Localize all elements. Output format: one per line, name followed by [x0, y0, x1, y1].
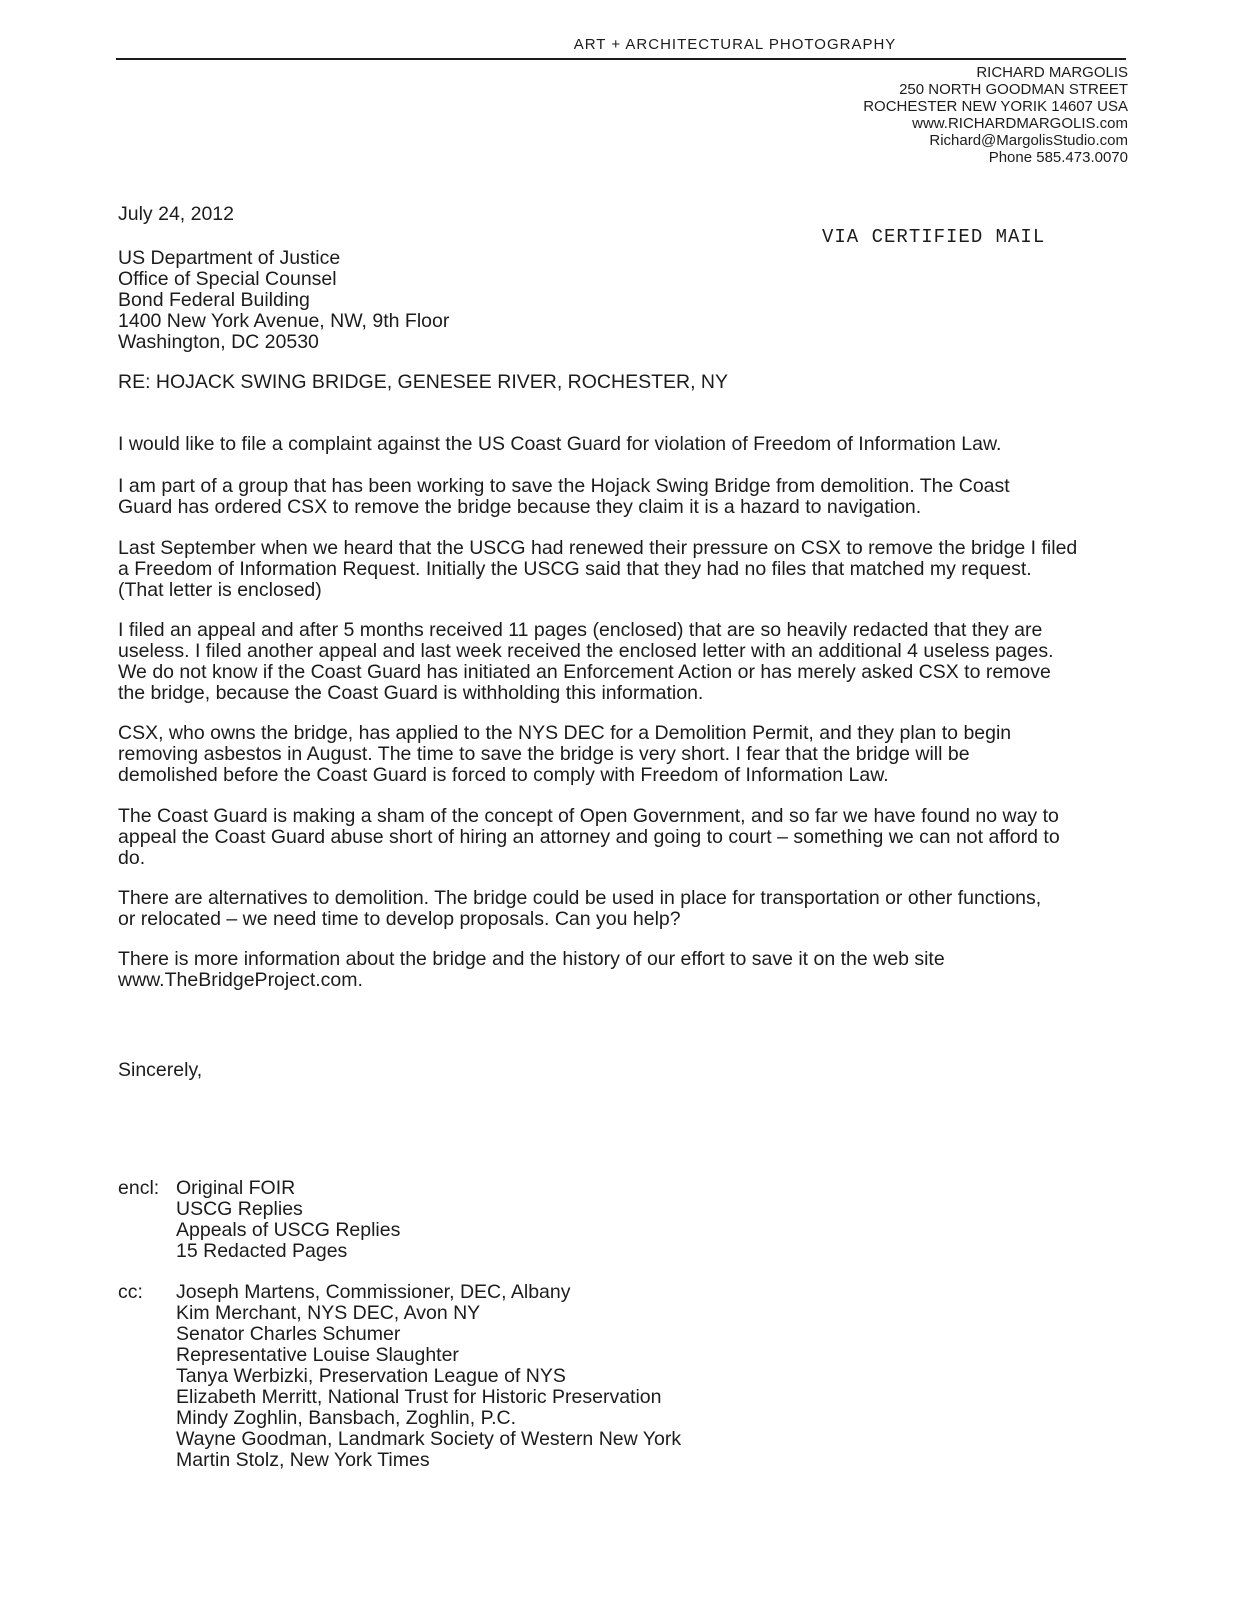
- cc-label: cc:: [118, 1281, 143, 1303]
- cc-item: Martin Stolz, New York Times: [176, 1449, 430, 1471]
- paragraph-line: or relocated – we need time to develop proposals. Can you help?: [118, 908, 681, 930]
- sender-city: ROCHESTER NEW YORIK 14607 USA: [863, 98, 1128, 115]
- paragraph-line: a Freedom of Information Request. Initially the USCG said that they had no files that matched my request.: [118, 558, 1032, 580]
- cc-list: [176, 1282, 681, 1471]
- paragraph-line: There is more information about the bridge and the history of our effort to save it on the web site: [118, 948, 945, 970]
- paragraph-line: demolished before the Coast Guard is forced to comply with Freedom of Information Law.: [118, 764, 889, 786]
- cc-item: Wayne Goodman, Landmark Society of Western New York: [176, 1428, 682, 1450]
- body-paragraph-4: [118, 620, 1138, 704]
- body-paragraph-1: [118, 434, 1138, 455]
- paragraph-line: www.TheBridgeProject.com.: [118, 969, 363, 991]
- sender-address-block: [863, 64, 1128, 166]
- cc-item: Representative Louise Slaughter: [176, 1344, 459, 1366]
- paragraph-line: removing asbestos in August. The time to save the bridge is very short. I fear that the bridge will be: [118, 743, 970, 765]
- sender-email: Richard@MargolisStudio.com: [929, 132, 1128, 149]
- recipient-line: Office of Special Counsel: [118, 268, 337, 290]
- paragraph-line: Last September when we heard that the USCG had renewed their pressure on CSX to remove the bridge I filed: [118, 537, 1078, 559]
- enclosures-list: [176, 1178, 400, 1262]
- paragraph-line: the bridge, because the Coast Guard is withholding this information.: [118, 682, 704, 704]
- paragraph-line: (That letter is enclosed): [118, 579, 322, 601]
- recipient-line: Washington, DC 20530: [118, 331, 319, 353]
- cc-item: Joseph Martens, Commissioner, DEC, Albany: [176, 1281, 571, 1303]
- sender-phone: Phone 585.473.0070: [988, 149, 1128, 166]
- recipient-line: 1400 New York Avenue, NW, 9th Floor: [118, 310, 450, 332]
- cc-item: Senator Charles Schumer: [176, 1323, 401, 1345]
- enclosure-item: Original FOIR: [176, 1177, 296, 1199]
- enclosure-item: USCG Replies: [176, 1198, 303, 1220]
- sender-street: 250 NORTH GOODMAN STREET: [899, 81, 1128, 98]
- cc-item: Kim Merchant, NYS DEC, Avon NY: [176, 1302, 481, 1324]
- paragraph-line: do.: [118, 847, 146, 869]
- paragraph-line: appeal the Coast Guard abuse short of hiring an attorney and going to court – something we can not afford to: [118, 826, 1060, 848]
- paragraph-line: There are alternatives to demolition. The bridge could be used in place for transportation or other functions,: [118, 887, 1042, 909]
- recipient-line: US Department of Justice: [118, 247, 341, 269]
- paragraph-line: Guard has ordered CSX to remove the bridge because they claim it is a hazard to navigation.: [118, 496, 922, 518]
- enclosure-item: Appeals of USCG Replies: [176, 1219, 401, 1241]
- recipient-address-block: [118, 248, 449, 353]
- enclosures-label: encl:: [118, 1177, 160, 1199]
- paragraph-line: I would like to file a complaint against the US Coast Guard for violation of Freedom of Information Law.: [118, 433, 1002, 455]
- paragraph-line: I am part of a group that has been working to save the Hojack Swing Bridge from demolition. The Coast: [118, 475, 1010, 497]
- body-paragraph-5: [118, 723, 1138, 786]
- delivery-method: VIA CERTIFIED MAIL: [822, 226, 1046, 248]
- cc-item: Tanya Werbizki, Preservation League of NYS: [176, 1365, 566, 1387]
- body-paragraph-7: [118, 888, 1138, 930]
- body-paragraph-3: [118, 538, 1138, 601]
- letter-date: July 24, 2012: [118, 203, 235, 225]
- paragraph-line: The Coast Guard is making a sham of the concept of Open Government, and so far we have found no way to: [118, 805, 1059, 827]
- body-paragraph-2: [118, 476, 1138, 518]
- body-paragraph-8: [118, 949, 1138, 991]
- letter-closing: Sincerely,: [118, 1059, 203, 1081]
- cc-item: Elizabeth Merritt, National Trust for Historic Preservation: [176, 1386, 662, 1408]
- paragraph-line: CSX, who owns the bridge, has applied to the NYS DEC for a Demolition Permit, and they plan to begin: [118, 722, 1012, 744]
- paragraph-line: I filed an appeal and after 5 months received 11 pages (enclosed) that are so heavily redacted that they are: [118, 619, 1043, 641]
- letterhead-rule: [116, 58, 1126, 60]
- subject-line: RE: HOJACK SWING BRIDGE, GENESEE RIVER, ROCHESTER, NY: [118, 371, 729, 393]
- paragraph-line: useless. I filed another appeal and last week received the enclosed letter with an additional 4 useless pages.: [118, 640, 1054, 662]
- sender-website: www.RICHARDMARGOLIS.com: [912, 115, 1128, 132]
- sender-name: RICHARD MARGOLIS: [976, 64, 1128, 81]
- recipient-line: Bond Federal Building: [118, 289, 310, 311]
- cc-item: Mindy Zoghlin, Bansbach, Zoghlin, P.C.: [176, 1407, 516, 1429]
- letterhead-masthead: ART + ARCHITECTURAL PHOTOGRAPHY: [573, 36, 897, 53]
- paragraph-line: We do not know if the Coast Guard has initiated an Enforcement Action or has merely asked CSX to remove: [118, 661, 1051, 683]
- enclosure-item: 15 Redacted Pages: [176, 1240, 348, 1262]
- body-paragraph-6: [118, 806, 1138, 869]
